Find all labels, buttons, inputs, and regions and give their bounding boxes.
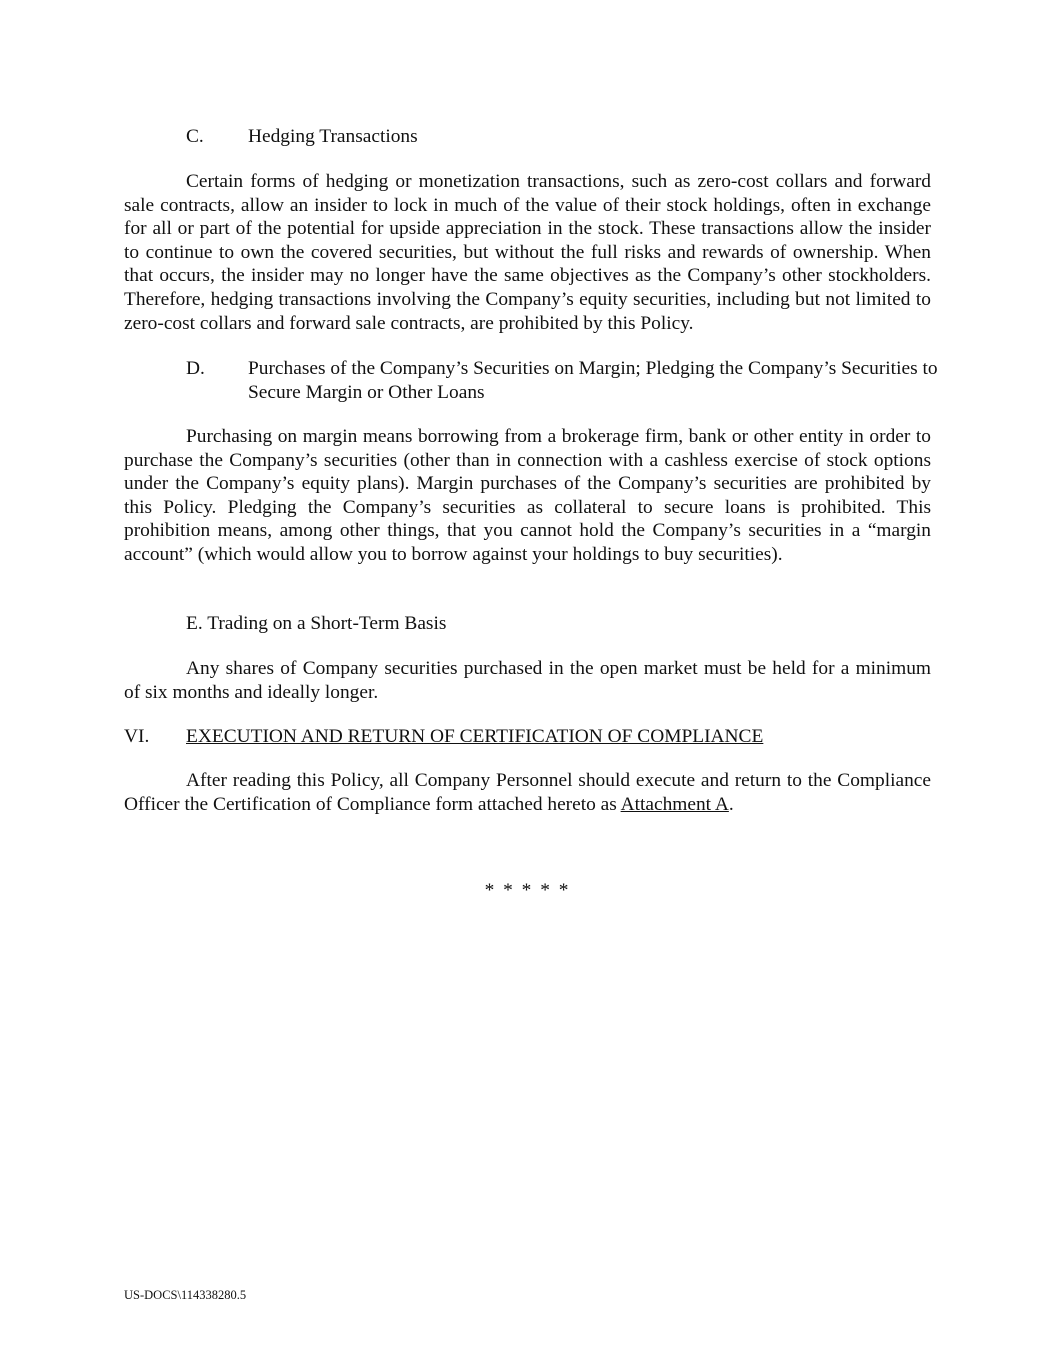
section-vi-body-block <box>124 769 931 816</box>
section-d-heading <box>124 357 993 404</box>
section-c-heading <box>124 125 993 149</box>
section-e-heading <box>124 612 993 636</box>
section-d-title: Purchases of the Company’s Securities on Margin; Pledging the Company’s Securities to Secure Margin or Other Loans <box>248 358 938 403</box>
section-d-letter: D. <box>186 358 205 379</box>
section-d-paragraph: Purchasing on margin means borrowing from a brokerage firm, bank or other entity in order to purchase the Company’s securities (other than in connection with a cashless exercise of stock options under the Company’s equity plans). Margin purchases of the Company’s securities are prohibited by this Policy. Pledging the Company’s securities as collateral to secure loans is prohibited. This prohibition means, among other things, that you cannot hold the Company’s securities in a “margin account” (which would allow you to borrow against your holdings to buy securities). <box>124 426 931 565</box>
section-vi-heading <box>124 725 931 749</box>
section-vi-text-after: . <box>728 793 734 815</box>
section-c-title: Hedging Transactions <box>248 126 418 147</box>
section-e-title: E. Trading on a Short-Term Basis <box>186 613 447 634</box>
section-vi-title: EXECUTION AND RETURN OF CERTIFICATION OF COMPLIANCE <box>186 726 764 747</box>
section-c-paragraph: Certain forms of hedging or monetization transactions, such as zero-cost collars and forward sale contracts, allow an insider to lock in much of the value of their stock holdings, often in exchange for all or part of the potential for upside appreciation in the stock. These transactions allow the insider to continue to own the covered securities, but without the full risks and rewards of ownership. When that occurs, the insider may no longer have the same objectives as the Company’s other stockholders. Therefore, hedging transactions involving the Company’s equity securities, including but not limited to zero-cost collars and forward sale contracts, are prohibited by this Policy. <box>124 171 931 334</box>
section-vi-paragraph <box>124 769 931 816</box>
section-e-body-block <box>124 657 931 704</box>
section-e-paragraph: Any shares of Company securities purchased in the open market must be held for a minimum of six months and ideally longer. <box>124 658 931 703</box>
attachment-a-link[interactable]: Attachment A <box>620 793 729 815</box>
section-vi-number: VI. <box>124 726 150 747</box>
section-vi-text-before: After reading this Policy, all Company Personnel should execute and return to the Compliance Officer the Certification of Compliance form attached hereto as <box>124 770 931 815</box>
separator-asterisks: * * * * * <box>484 880 571 901</box>
section-c-body-block <box>124 170 931 335</box>
document-footer-id: US-DOCS\114338280.5 <box>124 1288 247 1302</box>
section-d-body-block <box>124 425 931 567</box>
section-c-letter: C. <box>186 126 204 147</box>
